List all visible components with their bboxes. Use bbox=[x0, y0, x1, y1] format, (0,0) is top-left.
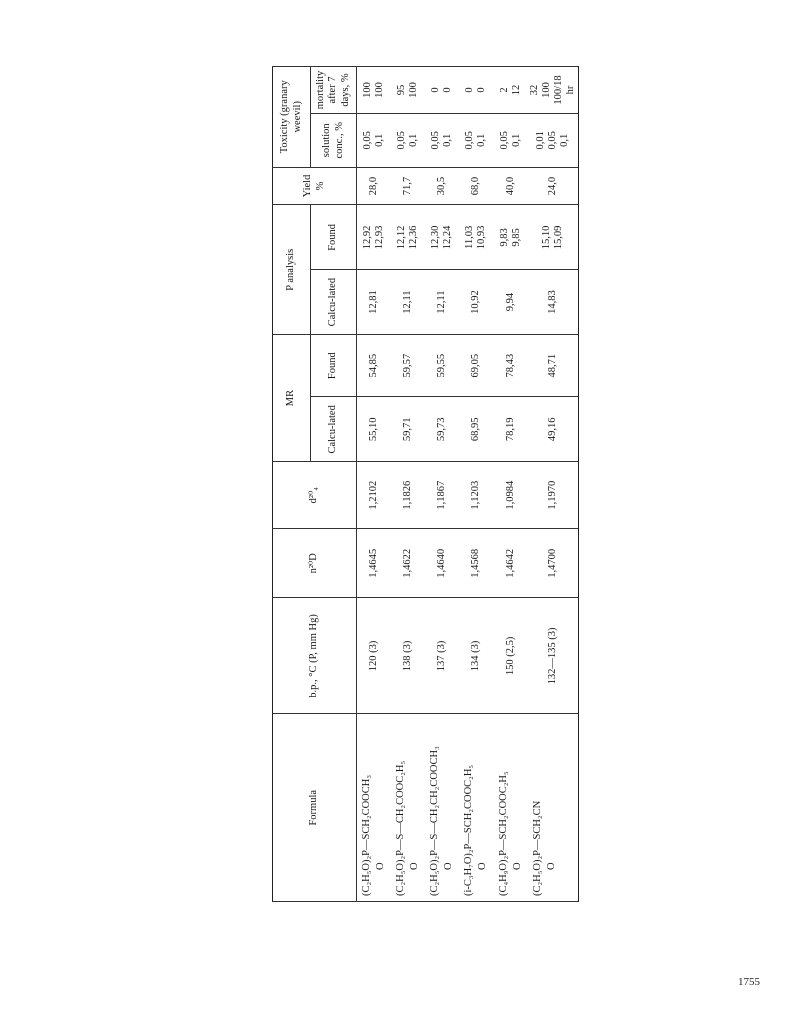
formula-cell bbox=[357, 714, 392, 902]
bp-cell: 150 (2,5) bbox=[494, 598, 528, 714]
yield-cell: 28,0 bbox=[357, 167, 392, 205]
nd-cell: 1,4640 bbox=[425, 529, 459, 598]
nd-cell: 1,4642 bbox=[494, 529, 528, 598]
mr-found-cell: 54,85 bbox=[357, 334, 392, 397]
header-d: d²⁰₄ bbox=[273, 462, 357, 529]
formula-cell bbox=[528, 714, 579, 902]
header-toxicity: Toxicity (granary weevil) bbox=[273, 67, 311, 168]
p-found-cell: 12,12 12,36 bbox=[391, 205, 425, 270]
formula-cell bbox=[459, 714, 493, 902]
formula-text: (C₂H₅O)₂P—SCH₂CN bbox=[531, 800, 543, 896]
mr-calculated-cell: 59,71 bbox=[391, 397, 425, 462]
yield-cell: 30,5 bbox=[425, 167, 459, 205]
formula-oxo: O bbox=[511, 862, 523, 870]
tox-conc-cell: 0,05 0,1 bbox=[425, 113, 459, 167]
p-calculated-cell: 12,81 bbox=[357, 270, 392, 335]
mr-found-cell: 69,05 bbox=[459, 334, 493, 397]
p-calculated-cell: 12,11 bbox=[391, 270, 425, 335]
formula-text: (i-C₃H₇O)₂P—SCH₂COOC₂H₅ bbox=[463, 764, 475, 896]
table-body bbox=[357, 67, 579, 902]
formula-cell bbox=[425, 714, 459, 902]
table-row bbox=[391, 67, 425, 902]
tox-mortality-cell: 0 0 bbox=[425, 67, 459, 114]
tox-mortality-cell: 100 100 bbox=[357, 67, 392, 114]
yield-cell: 24,0 bbox=[528, 167, 579, 205]
tox-conc-cell: 0,05 0,1 bbox=[357, 113, 392, 167]
header-mr-calculated: Calcu-lated bbox=[311, 397, 357, 462]
header-mr-found: Found bbox=[311, 334, 357, 397]
density-cell: 1,2102 bbox=[357, 462, 392, 529]
tox-mortality-cell: 95 100 bbox=[391, 67, 425, 114]
rotated-table-container bbox=[272, 66, 576, 902]
tox-conc-cell: 0,01 0,05 0,1 bbox=[528, 113, 579, 167]
formula-oxo: O bbox=[477, 862, 489, 870]
table-row bbox=[459, 67, 493, 902]
formula-cell bbox=[391, 714, 425, 902]
page-number: 1755 bbox=[738, 976, 760, 988]
header-tox-mortality: mortality after 7 days, % bbox=[311, 67, 357, 114]
mr-found-cell: 59,55 bbox=[425, 334, 459, 397]
density-cell: 1,1826 bbox=[391, 462, 425, 529]
p-calculated-cell: 14,83 bbox=[528, 270, 579, 335]
header-p-found: Found bbox=[311, 205, 357, 270]
yield-cell: 68,0 bbox=[459, 167, 493, 205]
table-row bbox=[528, 67, 579, 902]
header-p-analysis: P analysis bbox=[273, 205, 311, 334]
formula-oxo: O bbox=[409, 862, 421, 870]
mr-calculated-cell: 49,16 bbox=[528, 397, 579, 462]
density-cell: 1,1867 bbox=[425, 462, 459, 529]
tox-mortality-cell: 2 12 bbox=[494, 67, 528, 114]
formula-text: (C₂H₅O)₂P—S—CH₂COOC₂H₅ bbox=[395, 760, 407, 896]
header-mr: MR bbox=[273, 334, 311, 461]
tox-conc-cell: 0,05 0,1 bbox=[494, 113, 528, 167]
table-row bbox=[494, 67, 528, 902]
header-yield: Yield % bbox=[273, 167, 357, 205]
p-found-cell: 12,92 12,93 bbox=[357, 205, 392, 270]
tox-conc-cell: 0,05 0,1 bbox=[459, 113, 493, 167]
formula-text: (C₂H₅O)₂P—SCH₂COOCH₃ bbox=[361, 775, 372, 896]
density-cell: 1,1203 bbox=[459, 462, 493, 529]
formula-cell bbox=[494, 714, 528, 902]
mr-found-cell: 59,57 bbox=[391, 334, 425, 397]
formula-oxo: O bbox=[545, 862, 557, 870]
nd-cell: 1,4622 bbox=[391, 529, 425, 598]
p-found-cell: 11,03 10,93 bbox=[459, 205, 493, 270]
formula-text: (C₂H₅O)₂P—S—CH₂CH₂COOCH₃ bbox=[429, 746, 441, 896]
p-calculated-cell: 9,94 bbox=[494, 270, 528, 335]
nd-cell: 1,4700 bbox=[528, 529, 579, 598]
mr-found-cell: 78,43 bbox=[494, 334, 528, 397]
nd-cell: 1,4568 bbox=[459, 529, 493, 598]
p-found-cell: 12,30 12,24 bbox=[425, 205, 459, 270]
yield-cell: 71,7 bbox=[391, 167, 425, 205]
density-cell: 1,0984 bbox=[494, 462, 528, 529]
p-found-cell: 9,83 9,85 bbox=[494, 205, 528, 270]
formula-text: (C₄H₉O)₂P—SCH₂COOC₂H₅ bbox=[497, 771, 509, 896]
mr-calculated-cell: 68,95 bbox=[459, 397, 493, 462]
mr-calculated-cell: 59,73 bbox=[425, 397, 459, 462]
tox-mortality-cell: 0 0 bbox=[459, 67, 493, 114]
bp-cell: 132—135 (3) bbox=[528, 598, 579, 714]
header-formula: Formula bbox=[273, 714, 357, 902]
table-row bbox=[425, 67, 459, 902]
p-calculated-cell: 10,92 bbox=[459, 270, 493, 335]
mr-found-cell: 48,71 bbox=[528, 334, 579, 397]
formula-oxo: O bbox=[375, 862, 387, 870]
bp-cell: 134 (3) bbox=[459, 598, 493, 714]
bp-cell: 120 (3) bbox=[357, 598, 392, 714]
header-nd: n²⁰D bbox=[273, 529, 357, 598]
mr-calculated-cell: 55,10 bbox=[357, 397, 392, 462]
p-calculated-cell: 12,11 bbox=[425, 270, 459, 335]
density-cell: 1,1970 bbox=[528, 462, 579, 529]
mr-calculated-cell: 78,19 bbox=[494, 397, 528, 462]
compound-table bbox=[272, 66, 579, 902]
tox-conc-cell: 0,05 0,1 bbox=[391, 113, 425, 167]
p-found-cell: 15,10 15,09 bbox=[528, 205, 579, 270]
header-bp: b.p., °C (P, mm Hg) bbox=[273, 598, 357, 714]
bp-cell: 137 (3) bbox=[425, 598, 459, 714]
formula-oxo: O bbox=[443, 862, 455, 870]
table-row bbox=[357, 67, 392, 902]
bp-cell: 138 (3) bbox=[391, 598, 425, 714]
nd-cell: 1,4645 bbox=[357, 529, 392, 598]
header-tox-conc: solution conc., % bbox=[311, 113, 357, 167]
header-p-calculated: Calcu-lated bbox=[311, 270, 357, 335]
tox-mortality-cell: 32 100 100/18 hr bbox=[528, 67, 579, 114]
yield-cell: 40,0 bbox=[494, 167, 528, 205]
